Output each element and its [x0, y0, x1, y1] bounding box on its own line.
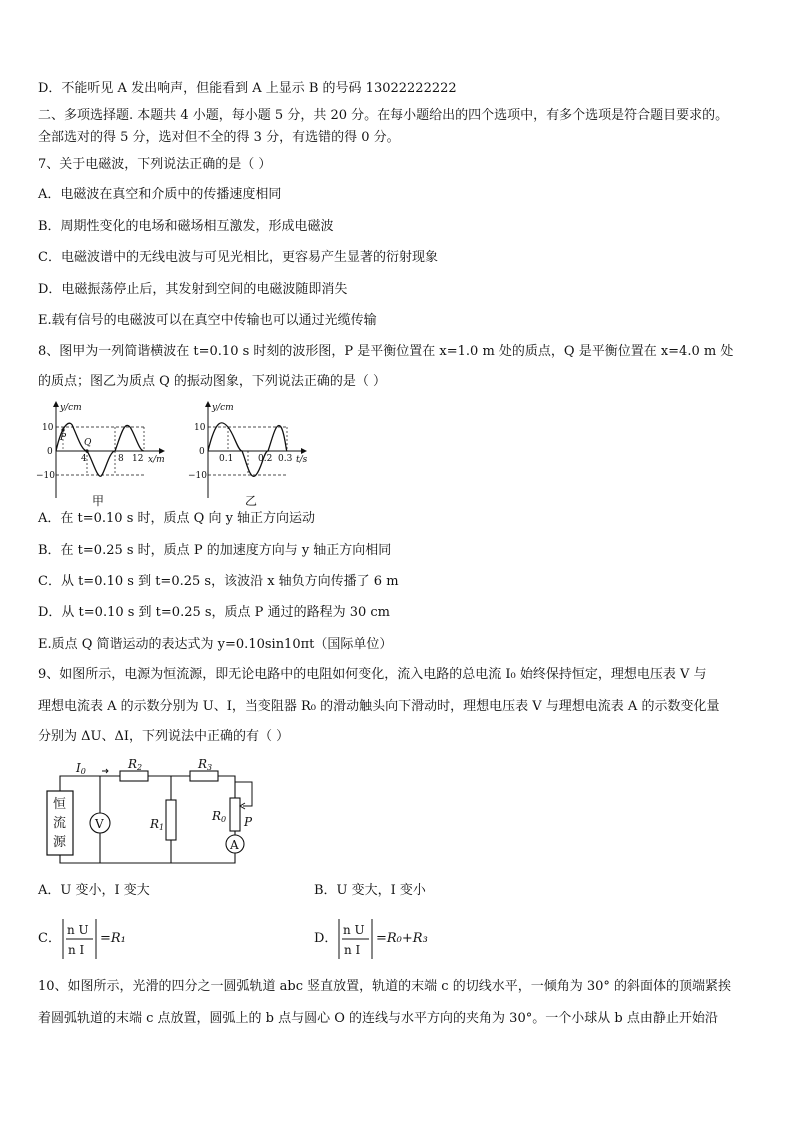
- jia-tick-y-10: 10: [42, 423, 54, 433]
- c-frac-num: n U: [67, 923, 89, 937]
- jia-point-q-dot: [85, 449, 88, 452]
- q8-stem-line1: 8、图甲为一列简谐横波在 t=0.10 s 时刻的波形图，P 是平衡位置在 x=1.0 m 处的质点，Q 是平衡位置在 x=4.0 m 处: [38, 344, 734, 359]
- q7-option-b: B．周期性变化的电场和磁场相互激发，形成电磁波: [38, 219, 334, 234]
- jia-tick-y-0: 0: [47, 447, 53, 457]
- q7-option-d: D．电磁振荡停止后，其发射到空间的电磁波随即消失: [38, 282, 348, 297]
- q8-option-d: D．从 t=0.10 s 到 t=0.25 s，质点 P 通过的路程为 30 cm: [38, 605, 390, 620]
- jia-point-q-label: Q: [84, 438, 92, 448]
- wire-r3-r0: [218, 776, 235, 798]
- r1-label: R1: [150, 817, 165, 832]
- jia-x-label: x/m: [148, 455, 165, 465]
- q10-stem-line1: 10、如图所示，光滑的四分之一圆弧轨道 abc 竖直放置，轨道的末端 c 的切线水平，一倾角为 30° 的斜面体的顶端紧挨: [38, 979, 732, 994]
- ammeter-label: A: [230, 838, 239, 852]
- c-frac-den: n I: [68, 943, 85, 957]
- r0-label: R0: [212, 809, 227, 824]
- section-two-scoring: 全部选对的得 5 分，选对但不全的得 3 分，有选错的得 0 分。: [38, 130, 400, 145]
- q9-option-d-rhs: =R₀+R₃: [376, 931, 428, 946]
- resistor-r2: [120, 771, 148, 781]
- q8-option-c: C．从 t=0.10 s 到 t=0.25 s，该波沿 x 轴负方向传播了 6 m: [38, 574, 399, 589]
- q9-circuit-diagram: [40, 758, 280, 878]
- voltmeter-label: V: [95, 817, 104, 831]
- q9-stem-line3: 分别为 ΔU、ΔI，下列说法中正确的有（ ）: [38, 729, 290, 744]
- source-char-2: 流: [53, 816, 67, 831]
- current-arrow-icon: [102, 769, 108, 773]
- d-frac-num: n U: [343, 923, 365, 937]
- q9-option-c-rhs: =R₁: [100, 931, 126, 946]
- yi-x-label: t/s: [296, 455, 308, 465]
- figure-yi-vibration: [186, 398, 316, 502]
- q8-option-e: E.质点 Q 简谐运动的表达式为 y=0.10sin10πt（国际单位）: [38, 637, 393, 652]
- r2-label: R2: [128, 758, 143, 772]
- d-frac-den: n I: [344, 943, 361, 957]
- jia-point-p-label: P: [60, 433, 67, 443]
- yi-tick-x-03: 0.3: [278, 454, 293, 464]
- q9-stem-line2: 理想电流表 A 的示数分别为 U、I，当变阻器 R₀ 的滑动触头向下滑动时，理想电压表 V 与理想电流表 A 的示数变化量: [38, 699, 720, 714]
- figure-yi-caption: 乙: [245, 494, 258, 508]
- jia-tick-x-8: 8: [118, 454, 124, 464]
- q8-stem-line2: 的质点；图乙为质点 Q 的振动图象，下列说法正确的是（ ）: [38, 374, 387, 389]
- q10-stem-line2: 着圆弧轨道的末端 c 点放置，圆弧上的 b 点与圆心 O 的连线与水平方向的夹角为 30°。一个小球从 b 点由静止开始沿: [38, 1011, 718, 1026]
- q7-stem: 7、关于电磁波，下列说法正确的是（ ）: [38, 157, 272, 172]
- yi-tick-y-neg10: −10: [188, 471, 207, 481]
- figure-jia-waveform: [36, 398, 176, 502]
- jia-wave-curve: [56, 423, 144, 476]
- yi-tick-x-02: 0.2: [258, 454, 273, 464]
- q9-stem-line1: 9、如图所示，电源为恒流源，即无论电路中的电阻如何变化，流入电路的总电流 I₀ 始终保持恒定，理想电压表 V 与: [38, 667, 707, 682]
- figure-jia-caption: 甲: [92, 494, 105, 508]
- jia-point-p-dot: [61, 428, 64, 431]
- q7-option-c: C．电磁波谱中的无线电波与可见光相比，更容易产生显著的衍射现象: [38, 250, 438, 265]
- yi-tick-x-01: 0.1: [219, 454, 234, 464]
- yi-tick-y-0: 0: [199, 447, 205, 457]
- q6-option-d: D．不能听见 A 发出响声，但能看到 A 上显示 B 的号码 13022222222: [38, 81, 457, 96]
- q9-option-a: A．U 变小，I 变大: [38, 883, 150, 898]
- r3-label: R3: [198, 758, 213, 772]
- q9-option-c-label: C．: [38, 931, 61, 946]
- yi-y-label: y/cm: [212, 403, 234, 413]
- q7-option-e: E.载有信号的电磁波可以在真空中传输也可以通过光缆传输: [38, 313, 377, 328]
- source-char-1: 恒: [53, 797, 67, 812]
- resistor-r1: [166, 800, 176, 840]
- q7-option-a: A．电磁波在真空和介质中的传播速度相同: [38, 187, 282, 202]
- i0-label: I0: [76, 761, 86, 776]
- rheostat-r0: [230, 798, 240, 831]
- jia-tick-x-12: 12: [132, 454, 144, 464]
- q8-option-a: A．在 t=0.10 s 时，质点 Q 向 y 轴正方向运动: [38, 511, 316, 526]
- wire-top-left: [60, 776, 120, 791]
- yi-tick-y-10: 10: [194, 423, 206, 433]
- q8-option-b: B．在 t=0.25 s 时，质点 P 的加速度方向与 y 轴正方向相同: [38, 543, 392, 558]
- slider-p-label: P: [244, 815, 253, 829]
- yi-vibration-curve: [208, 423, 287, 477]
- q9-option-d-label: D．: [314, 931, 338, 946]
- section-two-heading: 二、多项选择题. 本题共 4 小题，每小题 5 分，共 20 分。在每小题给出的四个选项中，有多个选项是符合题目要求的。: [38, 108, 729, 123]
- jia-tick-y-neg10: −10: [36, 471, 55, 481]
- jia-tick-x-4: 4: [81, 454, 87, 464]
- wire-bottom: [60, 853, 235, 863]
- resistor-r3: [190, 771, 218, 781]
- source-char-3: 源: [53, 835, 67, 850]
- q9-option-b: B．U 变大，I 变小: [314, 883, 426, 898]
- jia-y-label: y/cm: [60, 403, 82, 413]
